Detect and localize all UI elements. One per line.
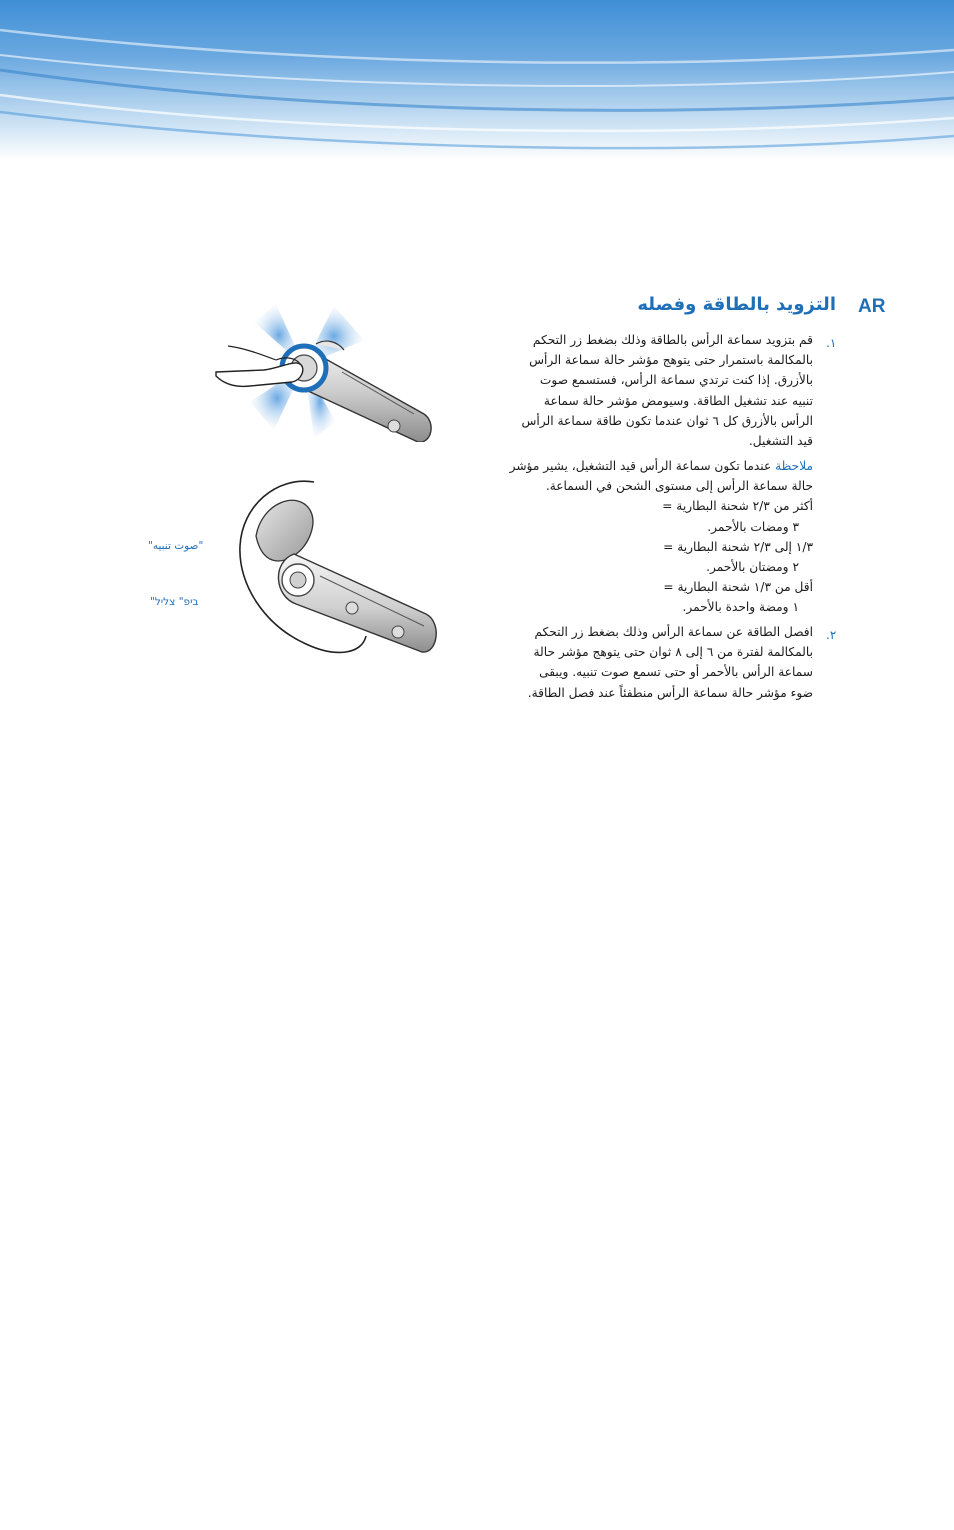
text-line: قيد التشغيل. [748,434,813,449]
step-1-text [483,330,813,451]
text-line: بالمكالمة باستمرار حتى يتوهج مؤشر حالة سماعة الرأس [529,353,813,368]
text-line: ٢ ومضتان بالأحمر. [706,560,799,575]
section-title: التزويد بالطاقة وفصله [637,294,836,315]
text-line: أقل من ١/٣ شحنة البطارية = [663,580,813,595]
header-banner [0,0,954,160]
language-code: AR [858,296,886,317]
text-line: تنبيه عند تشغيل الطاقة. وسيومض مؤشر حالة سماعة [543,393,813,408]
text-line: ١/٣ إلى ٢/٣ شحنة البطارية = [663,539,813,554]
volume-button-icon [392,626,404,638]
text-line: أكثر من ٢/٣ شحنة البطارية = [662,499,813,514]
text-line: بالمكالمة لفترة من ٦ إلى ٨ ثوان حتى يتوهج مؤشر حالة [533,645,813,660]
volume-button-icon [388,420,400,432]
plus-button-icon [346,602,358,614]
text-line: الرأس بالأزرق كل ٦ ثوان عندما تكون طاقة سماعة الرأس [521,413,813,428]
step-2-text [483,622,813,703]
text-line: بالأزرق. إذا كنت ترتدي سماعة الرأس، فستسمع صوت [539,373,813,388]
note-block [483,456,813,618]
headset-ear-illustration [236,476,442,660]
note-label: ملاحظة [775,459,813,473]
step-number: .٢ [826,628,837,642]
headset-power-on-illustration [214,302,442,442]
ear-hook [256,500,313,561]
text-line: حالة سماعة الرأس إلى مستوى الشحن في السماعة. [545,479,813,494]
text-line: ضوء مؤشر حالة سماعة الرأس منطفئاً عند فصل الطاقة. [527,685,813,700]
tone-callout: "صوت تنبيه" [148,540,204,552]
finger-icon [216,363,303,386]
note-first-line-text: عندما تكون سماعة الرأس قيد التشغيل، يشير مؤشر [509,459,772,473]
step-number: .١ [826,336,837,350]
note-first-line [483,456,813,476]
beep-callout: "ביפ" צליל [150,596,199,608]
text-line: قم بتزويد سماعة الرأس بالطاقة وذلك بضغط زر التحكم [532,333,813,347]
text-line: سماعة الرأس بالأحمر أو حتى تسمع صوت تنبيه. ويبقى [539,665,813,680]
text-line: افصل الطاقة عن سماعة الرأس وذلك بضغط زر التحكم [534,625,813,639]
text-line: ١ ومضة واحدة بالأحمر. [682,600,799,615]
text-line: ٣ ومضات بالأحمر. [707,519,799,534]
